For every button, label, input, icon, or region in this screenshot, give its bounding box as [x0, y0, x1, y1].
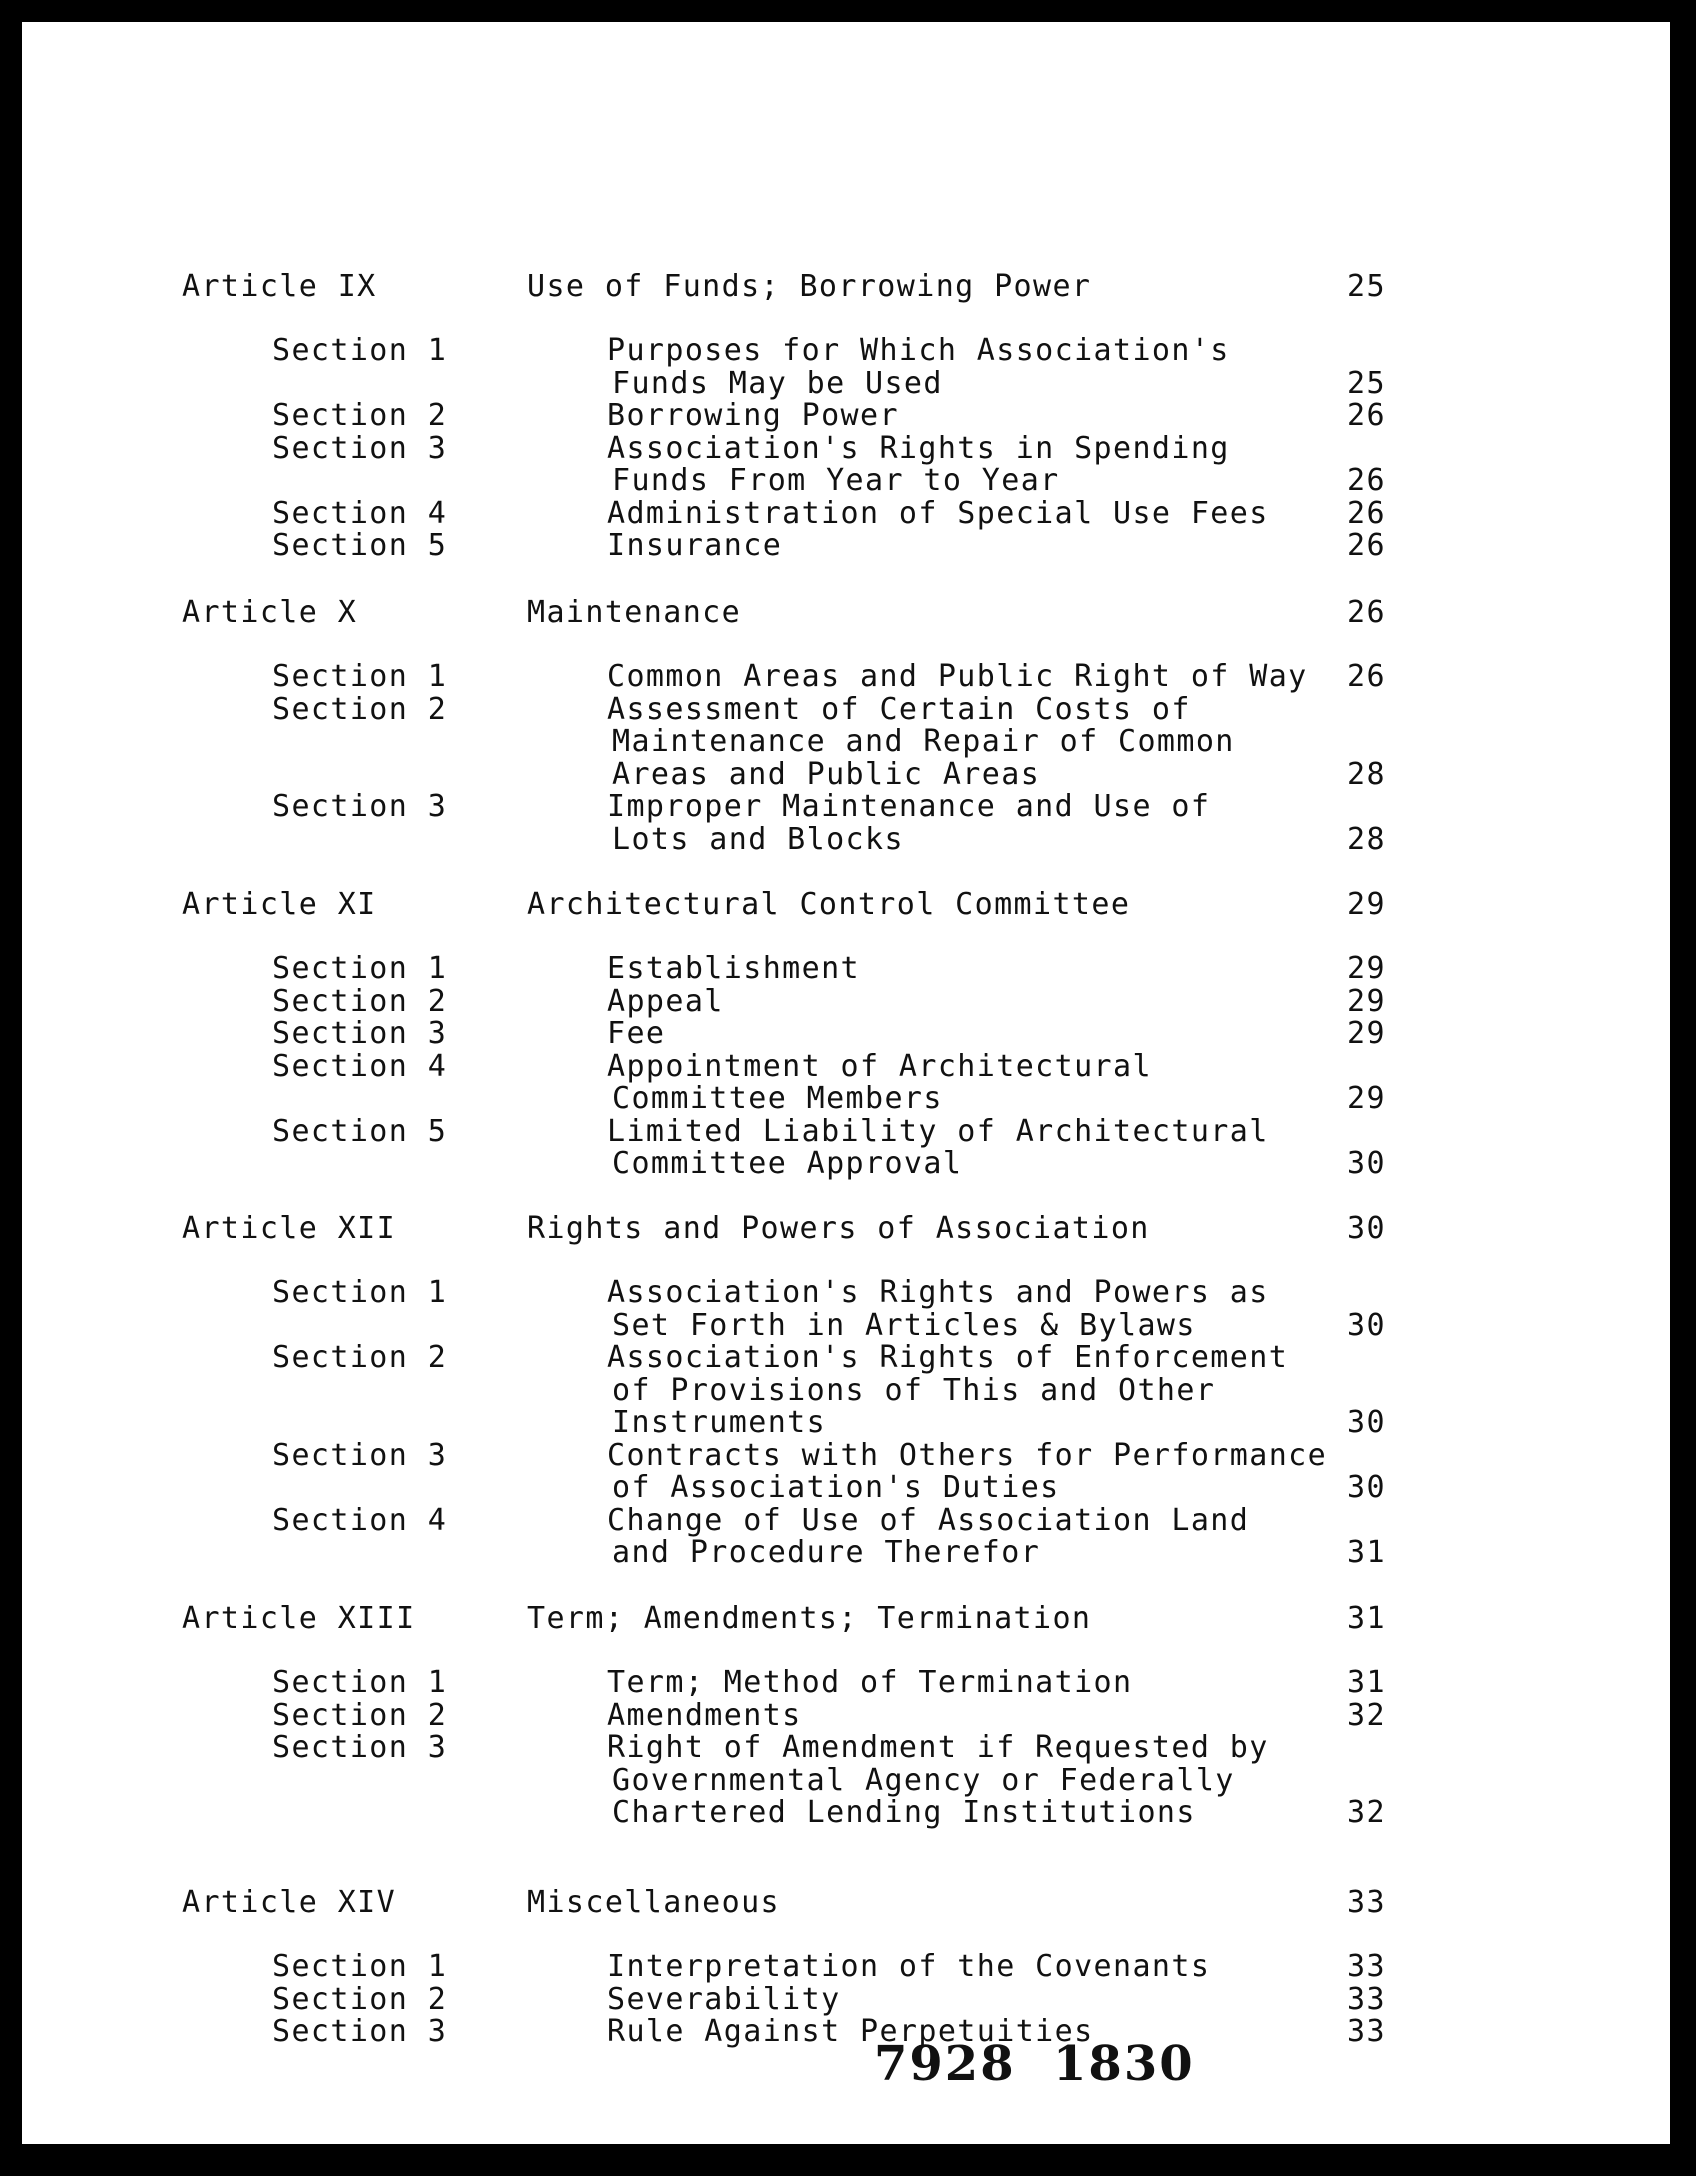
section-title-line: Fee — [607, 1016, 666, 1051]
section-title-line: Interpretation of the Covenants — [607, 1949, 1211, 1984]
section-title-line: Administration of Special Use Fees — [607, 495, 1269, 531]
section-label: Section 2 — [272, 398, 448, 433]
section-page-number: 31 — [1347, 1535, 1386, 1570]
article-title: Architectural Control Committee — [527, 887, 1131, 922]
section-title-line: Areas and Public Areas — [612, 756, 1041, 792]
section-label: Section 1 — [272, 333, 448, 368]
section-label: Section 2 — [272, 1340, 448, 1375]
section-title-line: Common Areas and Public Right of Way — [607, 659, 1308, 694]
section-label: Section 1 — [272, 1665, 448, 1700]
section-page-number: 29 — [1347, 1016, 1386, 1051]
section-page-number: 32 — [1347, 1697, 1386, 1733]
section-page-number: 30 — [1347, 1146, 1386, 1181]
section-label: Section 4 — [272, 1502, 448, 1538]
section-label: Section 4 — [272, 1048, 448, 1084]
section-page-number: 26 — [1347, 528, 1386, 563]
section-label: Section 3 — [272, 789, 448, 824]
section-page-number: 25 — [1347, 365, 1386, 401]
section-title-line: Assessment of Certain Costs of — [607, 691, 1191, 727]
section-title-line: Committee Members — [612, 1081, 943, 1116]
article-page-number: 26 — [1347, 595, 1386, 630]
section-page-number: 28 — [1347, 821, 1386, 857]
section-page-number: 29 — [1347, 1081, 1386, 1116]
section-label: Section 4 — [272, 495, 448, 531]
section-page-number: 30 — [1347, 1307, 1386, 1343]
section-title-line: Association's Rights and Powers as — [607, 1275, 1269, 1310]
article-title: Term; Amendments; Termination — [527, 1601, 1092, 1636]
section-page-number: 33 — [1347, 2014, 1386, 2049]
section-title-line: Establishment — [607, 951, 860, 986]
section-title-line: of Provisions of This and Other — [612, 1372, 1216, 1408]
article-page-number: 29 — [1347, 887, 1386, 922]
section-title-line: Funds May be Used — [612, 365, 943, 401]
section-page-number: 26 — [1347, 495, 1386, 531]
section-title-line: Improper Maintenance and Use of — [607, 789, 1211, 824]
section-label: Section 1 — [272, 951, 448, 986]
article-label: Article XIII — [182, 1601, 416, 1636]
section-page-number: 30 — [1347, 1470, 1386, 1505]
section-title-line: Lots and Blocks — [612, 821, 904, 857]
section-title-line: and Procedure Therefor — [612, 1535, 1041, 1570]
article-label: Article XII — [182, 1211, 397, 1246]
section-page-number: 26 — [1347, 398, 1386, 433]
article-title: Maintenance — [527, 595, 742, 630]
section-label: Section 3 — [272, 2014, 448, 2049]
section-title-line: Purposes for Which Association's — [607, 333, 1230, 368]
article-label: Article XI — [182, 887, 377, 922]
section-title-line: Committee Approval — [612, 1146, 963, 1181]
section-label: Section 3 — [272, 1730, 448, 1765]
article-title: Miscellaneous — [527, 1885, 780, 1920]
section-page-number: 33 — [1347, 1981, 1386, 2017]
section-label: Section 3 — [272, 1437, 448, 1473]
section-page-number: 29 — [1347, 983, 1386, 1019]
article-page-number: 33 — [1347, 1885, 1386, 1920]
document-stamp-number: 7928 1830 — [874, 2036, 1195, 2092]
section-title-line: Association's Rights of Enforcement — [607, 1340, 1289, 1375]
section-label: Section 3 — [272, 430, 448, 466]
section-title-line: Borrowing Power — [607, 398, 899, 433]
section-title-line: Change of Use of Association Land — [607, 1502, 1250, 1538]
section-label: Section 1 — [272, 659, 448, 694]
section-title-line: Maintenance and Repair of Common — [612, 724, 1235, 759]
section-title-line: of Association's Duties — [612, 1470, 1060, 1505]
section-label: Section 2 — [272, 1981, 448, 2017]
section-title-line: Set Forth in Articles & Bylaws — [612, 1307, 1196, 1343]
section-label: Section 3 — [272, 1016, 448, 1051]
article-page-number: 25 — [1347, 269, 1386, 304]
section-label: Section 2 — [272, 691, 448, 727]
section-label: Section 2 — [272, 1697, 448, 1733]
article-label: Article IX — [182, 269, 377, 304]
section-title-line: Governmental Agency or Federally — [612, 1762, 1235, 1798]
section-label: Section 1 — [272, 1275, 448, 1310]
section-page-number: 26 — [1347, 659, 1386, 694]
section-title-line: Appointment of Architectural — [607, 1048, 1152, 1084]
section-title-line: Insurance — [607, 528, 783, 563]
article-label: Article XIV — [182, 1885, 397, 1920]
section-title-line: Appeal — [607, 983, 724, 1019]
section-title-line: Term; Method of Termination — [607, 1665, 1133, 1700]
section-title-line: Right of Amendment if Requested by — [607, 1730, 1269, 1765]
section-title-line: Limited Liability of Architectural — [607, 1113, 1269, 1149]
section-label: Section 5 — [272, 528, 448, 563]
section-title-line: Rule Against Perpetuities — [607, 2014, 1094, 2049]
section-title-line: Contracts with Others for Performance — [607, 1437, 1328, 1473]
article-page-number: 31 — [1347, 1601, 1386, 1636]
section-page-number: 33 — [1347, 1949, 1386, 1984]
section-title-line: Association's Rights in Spending — [607, 430, 1230, 466]
section-label: Section 2 — [272, 983, 448, 1019]
section-title-line: Severability — [607, 1981, 841, 2017]
article-title: Rights and Powers of Association — [527, 1211, 1150, 1246]
document-page — [22, 22, 1670, 2144]
section-page-number: 30 — [1347, 1405, 1386, 1440]
section-title-line: Instruments — [612, 1405, 827, 1440]
section-page-number: 28 — [1347, 756, 1386, 792]
section-label: Section 1 — [272, 1949, 448, 1984]
section-page-number: 32 — [1347, 1795, 1386, 1830]
section-title-line: Funds From Year to Year — [612, 463, 1060, 498]
section-label: Section 5 — [272, 1113, 448, 1149]
section-page-number: 29 — [1347, 951, 1386, 986]
article-label: Article X — [182, 595, 358, 630]
article-title: Use of Funds; Borrowing Power — [527, 269, 1092, 304]
section-page-number: 26 — [1347, 463, 1386, 498]
section-title-line: Chartered Lending Institutions — [612, 1795, 1196, 1830]
section-title-line: Amendments — [607, 1697, 802, 1733]
section-page-number: 31 — [1347, 1665, 1386, 1700]
article-page-number: 30 — [1347, 1211, 1386, 1246]
